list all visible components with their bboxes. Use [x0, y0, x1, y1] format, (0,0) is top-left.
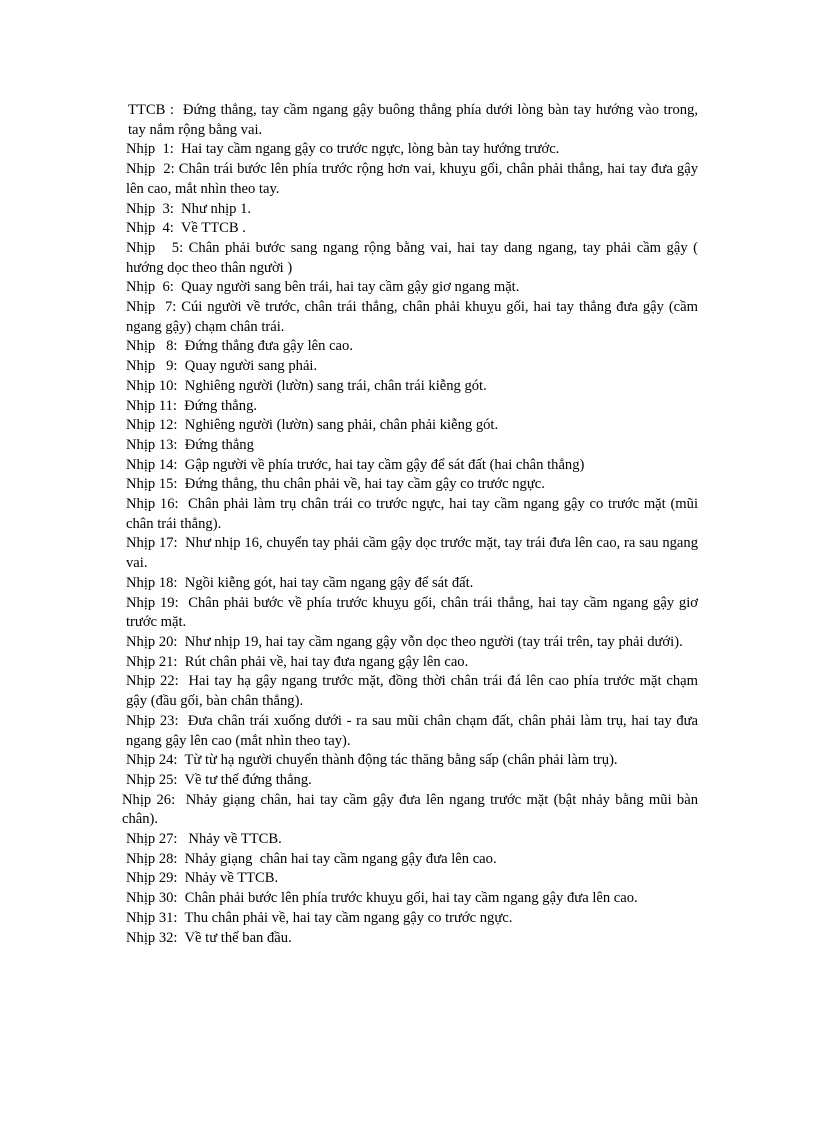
paragraph-nhip	[118, 534, 702, 573]
paragraph-text: Chân trái bước lên phía trước rộng hơn vai, khuỵu gối, chân phải thẳng, hai tay đưa gậy lên cao, mắt nhìn theo tay.	[126, 161, 702, 197]
paragraph-label: Nhịp 29:	[126, 870, 178, 887]
paragraph-text: Về tư thế đứng thẳng.	[177, 771, 312, 788]
paragraph-text: Quay người sang phải.	[177, 358, 318, 375]
paragraph-nhip	[118, 495, 702, 534]
paragraph-text: Từ từ hạ người chuyển thành động tác thăng bằng sấp (chân phải làm trụ).	[177, 752, 618, 769]
paragraph-text: Chân phải bước lên phía trước khuỵu gối, hai tay cầm ngang gậy đưa lên cao.	[177, 890, 638, 907]
paragraph-label: Nhịp 3:	[126, 200, 174, 217]
paragraph-text: Nghiêng người (lườn) sang trái, chân trái kiễng gót.	[177, 377, 487, 394]
paragraph-label: Nhịp 27:	[126, 831, 178, 848]
paragraph-nhip	[118, 397, 698, 417]
paragraph-nhip	[118, 869, 698, 889]
paragraph-nhip	[118, 436, 698, 456]
paragraph-text: Cúi người về trước, chân trái thẳng, chân phải khuỵu gối, hai tay thẳng đưa gậy (cầm ngang gậy) chạm chân trái.	[126, 299, 702, 335]
paragraph-text: Ngồi kiễng gót, hai tay cầm ngang gậy để sát đất.	[177, 574, 474, 591]
paragraph-label: Nhịp 13:	[126, 436, 178, 453]
paragraph-nhip	[118, 160, 702, 199]
paragraph-text: Như nhịp 16, chuyển tay phải cầm gậy dọc trước mặt, tay trái đưa lên cao, ra sau ngang vai.	[126, 535, 702, 572]
paragraph-nhip	[118, 200, 698, 220]
paragraph-label: Nhịp 20:	[126, 633, 178, 650]
paragraph-text: Nhảy giạng chân hai tay cầm ngang gậy đưa lên cao.	[177, 850, 497, 867]
paragraph-nhip	[118, 929, 698, 949]
paragraph-nhip	[118, 239, 702, 278]
paragraph-label: Nhịp 31:	[126, 909, 178, 926]
paragraph-text: Hai tay cầm ngang gậy co trước ngực, lòng bàn tay hướng trước.	[173, 141, 560, 158]
paragraph-label: Nhịp 18:	[126, 574, 178, 591]
paragraph-nhip	[118, 791, 702, 830]
paragraph-text: Đứng thẳng đưa gậy lên cao.	[177, 338, 353, 355]
paragraph-label: Nhịp 7:	[126, 299, 177, 316]
paragraph-text: Rút chân phải về, hai tay đưa ngang gậy lên cao.	[177, 653, 469, 670]
paragraph-text: Về TTCB .	[173, 220, 246, 237]
paragraph-text: Nghiêng người (lườn) sang phải, chân phải kiễng gót.	[177, 417, 499, 434]
paragraph-nhip	[118, 771, 698, 791]
paragraph-label: Nhịp 21:	[126, 653, 178, 670]
paragraph-text: Thu chân phải về, hai tay cầm ngang gậy co trước ngực.	[177, 909, 513, 926]
paragraph-nhip	[118, 298, 702, 337]
paragraph-nhip	[118, 850, 698, 870]
paragraph-label: Nhịp 28:	[126, 850, 178, 867]
paragraph-nhip	[118, 278, 698, 298]
paragraph-label: Nhịp 22:	[126, 673, 179, 690]
paragraph-text: Nhảy giạng chân, hai tay cầm gậy đưa lên ngang trước mặt (bật nhảy bằng mũi bàn chân).	[122, 791, 702, 828]
paragraph-nhip	[118, 594, 702, 633]
paragraph-nhip	[118, 475, 698, 495]
paragraph-nhip	[118, 574, 698, 594]
paragraph-text: Nhảy về TTCB.	[177, 831, 282, 848]
paragraph-text: Đưa chân trái xuống dưới - ra sau mũi chân chạm đất, chân phải làm trụ, hai tay đưa ngang gậy lên cao (mắt nhìn theo tay).	[126, 712, 702, 749]
paragraph-nhip	[118, 909, 698, 929]
paragraph-nhip	[118, 140, 698, 160]
paragraph-label: Nhịp 2:	[126, 161, 175, 178]
paragraph-label: Nhịp 9:	[126, 358, 178, 375]
paragraph-label: Nhịp 24:	[126, 752, 178, 769]
paragraph-label: Nhịp 5:	[126, 239, 184, 256]
paragraph-text: Chân phải bước sang ngang rộng bằng vai, hai tay dang ngang, tay phải cầm gậy ( hướng dọc theo thân người )	[126, 239, 702, 276]
paragraph-nhip	[118, 751, 698, 771]
paragraph-text: Đứng thẳng.	[176, 397, 258, 414]
paragraph-nhip	[118, 456, 698, 476]
paragraph-label: Nhịp 16:	[126, 496, 179, 513]
paragraph-label: Nhịp 10:	[126, 377, 178, 394]
paragraph-label: Nhịp 23:	[126, 712, 179, 729]
paragraph-nhip	[118, 377, 698, 397]
paragraph-label: Nhịp 4:	[126, 220, 174, 237]
paragraph-nhip	[118, 889, 698, 909]
paragraph-text: Chân phải bước về phía trước khuỵu gối, chân trái thẳng, hai tay cầm ngang gậy giơ trước mặt.	[126, 594, 702, 631]
paragraph-label: Nhịp 15:	[126, 476, 178, 493]
paragraph-text: Quay người sang bên trái, hai tay cầm gậy giơ ngang mặt.	[173, 279, 520, 296]
paragraph-text: Đứng thẳng, tay cầm ngang gậy buông thẳng phía dưới lòng bàn tay hướng vào trong, tay nắm rộng bằng vai.	[128, 102, 702, 138]
paragraph-label: Nhịp 19:	[126, 594, 179, 611]
paragraph-nhip	[118, 830, 698, 850]
document-body	[118, 101, 702, 948]
paragraph-label: TTCB :	[128, 102, 174, 118]
paragraph-label: Nhịp 12:	[126, 417, 178, 434]
paragraph-text: Đứng thẳng, thu chân phải về, hai tay cầm gậy co trước ngực.	[177, 476, 545, 493]
paragraph-label: Nhịp 32:	[126, 929, 178, 946]
paragraph-label: Nhịp 26:	[122, 791, 176, 808]
paragraph-nhip	[118, 653, 698, 673]
paragraph-label: Nhịp 6:	[126, 279, 174, 296]
paragraph-text: Nhảy về TTCB.	[177, 870, 279, 887]
paragraph-text: Gập người về phía trước, hai tay cầm gậy để sát đất (hai chân thẳng)	[177, 456, 585, 473]
paragraph-label: Nhịp 1:	[126, 141, 174, 158]
paragraph-nhip	[118, 672, 702, 711]
paragraph-label: Nhịp 17:	[126, 535, 178, 552]
paragraph-label: Nhịp 25:	[126, 771, 178, 788]
paragraph-label: Nhịp 8:	[126, 338, 178, 355]
paragraph-text: Như nhịp 1.	[173, 200, 252, 217]
paragraph-nhip	[118, 357, 698, 377]
paragraph-nhip	[118, 416, 698, 436]
paragraph-text: Đứng thẳng	[177, 436, 254, 453]
paragraph-nhip	[118, 712, 702, 751]
paragraph-label: Nhịp 11:	[126, 397, 177, 414]
paragraph-nhip	[118, 633, 698, 653]
paragraph-label: Nhịp 14:	[126, 456, 178, 473]
paragraph-label: Nhịp 30:	[126, 890, 178, 907]
paragraph-ttcb	[118, 101, 702, 140]
paragraph-text: Hai tay hạ gậy ngang trước mặt, đồng thời chân trái đá lên cao phía trước mặt chạm gậy (đầu gối, bàn chân thẳng).	[126, 673, 702, 710]
paragraph-nhip	[118, 219, 698, 239]
paragraph-text: Về tư thế ban đầu.	[177, 929, 292, 946]
paragraph-nhip	[118, 337, 698, 357]
paragraph-text: Chân phải làm trụ chân trái co trước ngực, hai tay cầm ngang gậy co trước mặt (mũi chân trái thẳng).	[126, 496, 702, 532]
paragraph-text: Như nhịp 19, hai tay cầm ngang gậy vỗn dọc theo người (tay trái trên, tay phải dưới).	[177, 633, 683, 650]
